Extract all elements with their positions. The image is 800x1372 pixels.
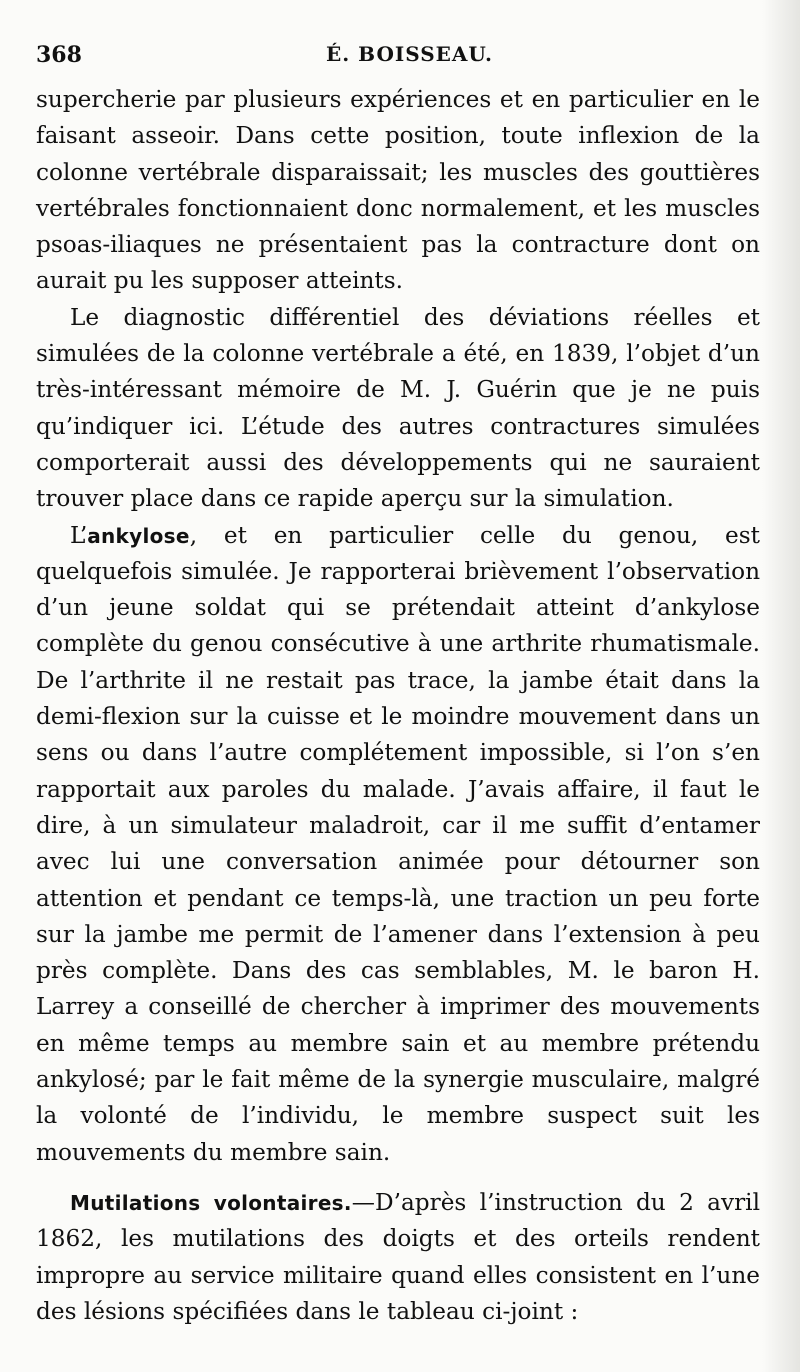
paragraph-4-keyword: Mutilations volontaires.	[70, 1190, 352, 1215]
paragraph-4	[36, 1185, 760, 1330]
running-head: É. BOISSEAU.	[326, 42, 493, 66]
page-header	[36, 42, 756, 76]
paragraph-3	[36, 518, 760, 1171]
paragraph-3-lead: L’	[70, 521, 88, 549]
paragraph-3-text: , et en particulier celle du genou, est quelquefois simulée. Je rapporterai brièvement l’observation d’un jeune soldat qui se prétendait atteint d’ankylose complète du genou consécutive à une arthrite rhumatismale. De l’arthrite il ne restait pas trace, la jambe était dans la demi-flexion sur la cuisse et le moindre mouvement dans un sens ou dans l’autre complétement impossible, si l’on s’en rapportait aux paroles du malade. J’avais affaire, il faut le dire, à un simulateur maladroit, car il me suffit d’entamer avec lui une conversation animée pour détourner son attention et pendant ce temps-là, une traction un peu forte sur la jambe me permit de l’amener dans l’extension à peu près complète. Dans des cas semblables, M. le baron H. Larrey a conseillé de chercher à imprimer des mouvements en même temps au membre sain et au membre prétendu ankylosé; par le fait même de la synergie musculaire, malgré la volonté de l’individu, le membre suspect suit les mouvements du membre sain.	[36, 521, 760, 1166]
page-edge-shadow	[762, 0, 800, 1372]
paragraph-2	[36, 300, 760, 518]
paragraph-1	[36, 82, 760, 300]
paragraph-1-text: supercherie par plusieurs expériences et en particulier en le faisant asseoir. Dans cette position, toute inflexion de la colonne vertébrale disparaissait; les muscles des gouttières vertébrales fonctionnaient donc normalement, et les muscles psoas-iliaques ne présentaient pas la contracture dont on aurait pu les supposer atteints.	[36, 86, 760, 295]
paragraph-4-text: —D’après l’instruction du 2 avril 1862, les mutilations des doigts et des orteils rendent impropre au service militaire quand elles consistent en l’une des lésions spécifiées dans le tableau ci-joint :	[36, 1188, 760, 1325]
paragraph-3-keyword: ankylose	[87, 523, 190, 548]
page-number: 368	[36, 42, 82, 68]
body-text	[36, 82, 760, 1330]
paragraph-2-text: Le diagnostic différentiel des déviations réelles et simulées de la colonne vertébrale a été, en 1839, l’objet d’un très-intéressant mémoire de M. J. Guérin que je ne puis qu’indiquer ici. L’étude des autres contractures simulées comporterait aussi des développements qui ne sauraient trouver place dans ce rapide aperçu sur la simulation.	[36, 303, 760, 513]
